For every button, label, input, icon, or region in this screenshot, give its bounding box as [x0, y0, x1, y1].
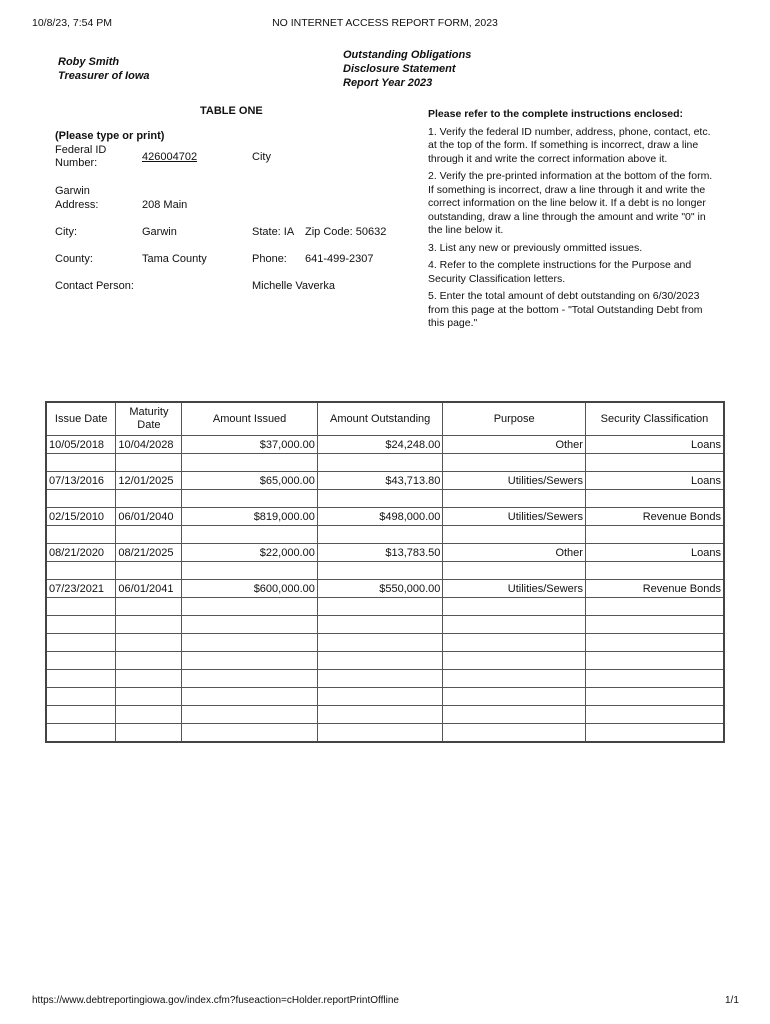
county-value: Tama County	[142, 253, 207, 265]
cell-security-classification	[585, 688, 724, 706]
signer-block	[58, 55, 150, 83]
instructions	[428, 108, 718, 335]
federal-id-label-line2: Number:	[55, 157, 98, 169]
phone-value: 641-499-2307	[305, 253, 374, 265]
cell-purpose	[443, 490, 586, 508]
cell-issue-date	[46, 652, 116, 670]
cell-security-classification	[585, 706, 724, 724]
table-row	[46, 652, 724, 670]
header-security-classification: Security Classification	[585, 402, 724, 436]
cell-amount-outstanding	[317, 724, 443, 743]
phone-label: Phone:	[252, 253, 287, 265]
city-value: Garwin	[142, 226, 177, 238]
cell-amount-issued	[182, 490, 317, 508]
cell-purpose: Utilities/Sewers	[443, 472, 586, 490]
instruction-item: 1. Verify the federal ID number, address, phone, contact, etc. at the top of the form. If something is incorrect, draw a line through it and write the correct information above it.	[428, 125, 711, 165]
print-datetime: 10/8/23, 7:54 PM	[32, 17, 112, 29]
cell-amount-issued	[182, 562, 317, 580]
signer-title: Treasurer of Iowa	[58, 70, 150, 82]
cell-amount-outstanding	[317, 454, 443, 472]
zip-code: Zip Code: 50632	[305, 226, 387, 238]
cell-amount-outstanding: $13,783.50	[317, 544, 443, 562]
cell-security-classification: Loans	[585, 544, 724, 562]
cell-purpose	[443, 724, 586, 743]
cell-issue-date: 10/05/2018	[46, 436, 116, 454]
cell-amount-issued	[182, 706, 317, 724]
cell-maturity-date: 06/01/2040	[116, 508, 182, 526]
cell-purpose	[443, 688, 586, 706]
cell-security-classification: Loans	[585, 436, 724, 454]
cell-maturity-date	[116, 454, 182, 472]
cell-maturity-date	[116, 490, 182, 508]
cell-security-classification	[585, 634, 724, 652]
cell-issue-date	[46, 598, 116, 616]
cell-issue-date	[46, 616, 116, 634]
cell-issue-date	[46, 688, 116, 706]
contact-value: Michelle Vaverka	[252, 280, 335, 292]
cell-maturity-date	[116, 670, 182, 688]
form-title-line1: Outstanding Obligations	[343, 49, 472, 61]
entity-name: Garwin	[55, 185, 90, 197]
cell-amount-issued: $600,000.00	[182, 580, 317, 598]
cell-issue-date: 07/13/2016	[46, 472, 116, 490]
table-row	[46, 724, 724, 743]
cell-amount-issued	[182, 634, 317, 652]
cell-security-classification	[585, 670, 724, 688]
table-row	[46, 670, 724, 688]
cell-purpose	[443, 526, 586, 544]
table-row	[46, 634, 724, 652]
cell-amount-issued	[182, 598, 317, 616]
cell-amount-issued	[182, 688, 317, 706]
cell-amount-issued	[182, 652, 317, 670]
cell-issue-date	[46, 724, 116, 743]
footer-url: https://www.debtreportingiowa.gov/index.cfm?fuseaction=cHolder.reportPrintOffline	[32, 995, 399, 1006]
cell-purpose	[443, 652, 586, 670]
cell-issue-date	[46, 454, 116, 472]
cell-security-classification	[585, 616, 724, 634]
cell-purpose	[443, 616, 586, 634]
cell-amount-outstanding	[317, 670, 443, 688]
cell-purpose: Utilities/Sewers	[443, 580, 586, 598]
cell-issue-date: 07/23/2021	[46, 580, 116, 598]
form-title-line3: Report Year 2023	[343, 77, 433, 89]
cell-amount-issued	[182, 526, 317, 544]
cell-amount-outstanding	[317, 634, 443, 652]
cell-maturity-date	[116, 688, 182, 706]
cell-amount-issued: $819,000.00	[182, 508, 317, 526]
instructions-heading: Please refer to the complete instructions enclosed:	[428, 108, 683, 120]
cell-maturity-date: 12/01/2025	[116, 472, 182, 490]
document-header-title: NO INTERNET ACCESS REPORT FORM, 2023	[272, 17, 498, 29]
cell-amount-outstanding	[317, 490, 443, 508]
cell-amount-issued	[182, 616, 317, 634]
table-header-row	[46, 402, 724, 436]
cell-amount-outstanding: $24,248.00	[317, 436, 443, 454]
table-row	[46, 688, 724, 706]
cell-issue-date	[46, 562, 116, 580]
table-row	[46, 436, 724, 454]
entity-type: City	[252, 151, 271, 163]
cell-amount-outstanding	[317, 598, 443, 616]
address-value: 208 Main	[142, 199, 188, 211]
cell-issue-date	[46, 490, 116, 508]
table-row	[46, 616, 724, 634]
cell-purpose	[443, 670, 586, 688]
cell-issue-date: 08/21/2020	[46, 544, 116, 562]
instruction-item: 4. Refer to the complete instructions for the Purpose and Security Classification letters.	[428, 259, 692, 285]
cell-issue-date	[46, 526, 116, 544]
table-row	[46, 508, 724, 526]
address-label: Address:	[55, 199, 99, 211]
table-row	[46, 562, 724, 580]
table-row	[46, 526, 724, 544]
table-row	[46, 706, 724, 724]
cell-purpose	[443, 562, 586, 580]
cell-issue-date	[46, 706, 116, 724]
cell-purpose	[443, 598, 586, 616]
city-label: City:	[55, 226, 77, 238]
cell-amount-outstanding: $43,713.80	[317, 472, 443, 490]
cell-maturity-date	[116, 634, 182, 652]
cell-maturity-date	[116, 598, 182, 616]
cell-issue-date	[46, 670, 116, 688]
cell-security-classification: Loans	[585, 472, 724, 490]
cell-amount-issued: $37,000.00	[182, 436, 317, 454]
cell-maturity-date: 08/21/2025	[116, 544, 182, 562]
instruction-item: 3. List any new or previously ommitted issues.	[428, 241, 643, 254]
cell-amount-outstanding	[317, 526, 443, 544]
federal-id-label	[55, 144, 106, 170]
cell-maturity-date	[116, 706, 182, 724]
cell-security-classification	[585, 598, 724, 616]
form-title	[343, 48, 471, 90]
cell-security-classification	[585, 562, 724, 580]
cell-amount-outstanding	[317, 562, 443, 580]
cell-security-classification	[585, 652, 724, 670]
federal-id-label-line1: Federal ID	[55, 144, 107, 156]
cell-maturity-date	[116, 724, 182, 743]
cell-amount-outstanding	[317, 616, 443, 634]
cell-security-classification: Revenue Bonds	[585, 508, 724, 526]
header-amount-issued: Amount Issued	[182, 402, 317, 436]
form-title-line2: Disclosure Statement	[343, 63, 456, 75]
cell-security-classification	[585, 454, 724, 472]
table-row	[46, 580, 724, 598]
cell-amount-outstanding	[317, 706, 443, 724]
county-label: County:	[55, 253, 93, 265]
cell-amount-outstanding	[317, 652, 443, 670]
cell-amount-issued	[182, 724, 317, 743]
table-one-heading: TABLE ONE	[200, 105, 263, 117]
instruction-item: 5. Enter the total amount of debt outstanding on 6/30/2023 from this page at the bottom - "Total Outstanding Debt from this page."	[428, 290, 703, 329]
cell-maturity-date	[116, 616, 182, 634]
table-row	[46, 490, 724, 508]
table-row	[46, 598, 724, 616]
cell-purpose	[443, 454, 586, 472]
cell-purpose: Other	[443, 544, 586, 562]
cell-amount-issued: $65,000.00	[182, 472, 317, 490]
table-row	[46, 544, 724, 562]
cell-maturity-date: 06/01/2041	[116, 580, 182, 598]
cell-maturity-date	[116, 562, 182, 580]
signer-name: Roby Smith	[58, 56, 120, 68]
table-row	[46, 472, 724, 490]
header-amount-outstanding: Amount Outstanding	[317, 402, 443, 436]
cell-maturity-date: 10/04/2028	[116, 436, 182, 454]
cell-maturity-date	[116, 526, 182, 544]
federal-id-value: 426004702	[142, 151, 198, 163]
cell-amount-outstanding: $550,000.00	[317, 580, 443, 598]
cell-security-classification	[585, 724, 724, 743]
cell-amount-outstanding	[317, 688, 443, 706]
cell-purpose: Other	[443, 436, 586, 454]
debt-table	[45, 401, 725, 743]
cell-security-classification	[585, 526, 724, 544]
contact-label: Contact Person:	[55, 280, 134, 292]
cell-purpose	[443, 706, 586, 724]
type-print-note: (Please type or print)	[55, 130, 165, 142]
cell-maturity-date	[116, 652, 182, 670]
cell-amount-outstanding: $498,000.00	[317, 508, 443, 526]
cell-amount-issued	[182, 670, 317, 688]
instruction-item: 2. Verify the pre-printed information at the bottom of the form. If something is incorrect, draw a line through it and write the correct information on the line below it. If a debt is no longer outstanding, draw a line through the amount and write "0" in the line below it.	[428, 170, 713, 236]
cell-purpose	[443, 634, 586, 652]
cell-issue-date	[46, 634, 116, 652]
cell-security-classification	[585, 490, 724, 508]
header-maturity-date: Maturity Date	[116, 402, 182, 436]
cell-security-classification: Revenue Bonds	[585, 580, 724, 598]
state-label: State: IA	[252, 226, 295, 238]
cell-issue-date: 02/15/2010	[46, 508, 116, 526]
cell-purpose: Utilities/Sewers	[443, 508, 586, 526]
cell-amount-issued: $22,000.00	[182, 544, 317, 562]
table-row	[46, 454, 724, 472]
page-number: 1/1	[725, 995, 739, 1006]
header-purpose: Purpose	[443, 402, 586, 436]
cell-amount-issued	[182, 454, 317, 472]
header-issue-date: Issue Date	[46, 402, 116, 436]
